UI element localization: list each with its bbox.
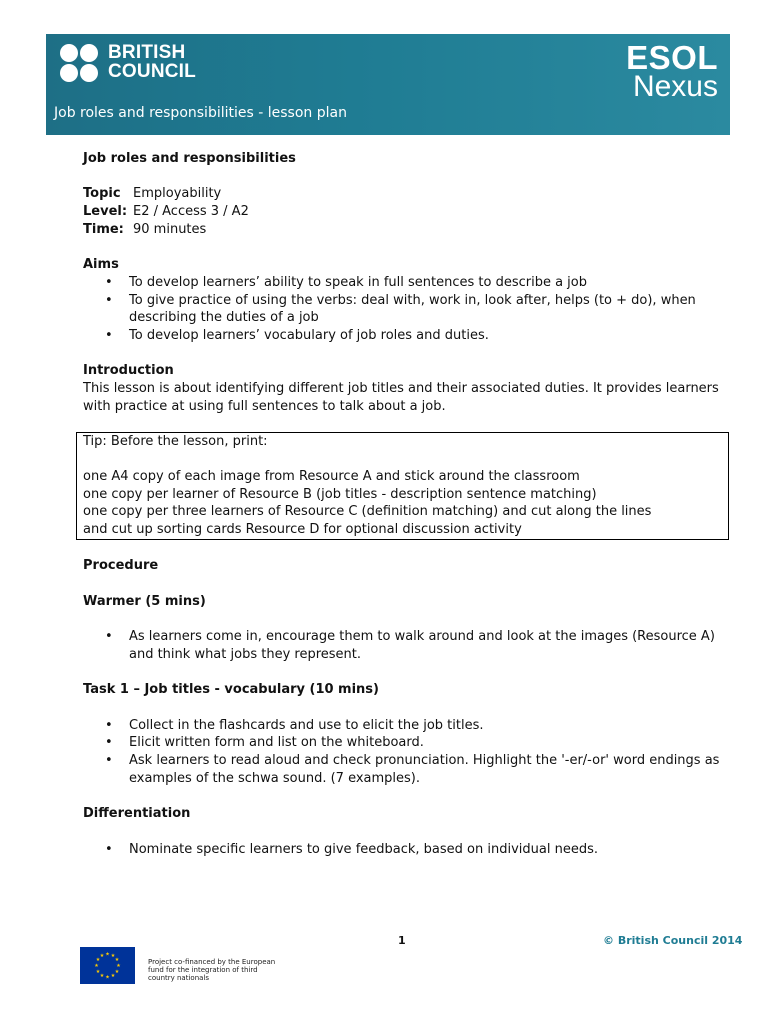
tip-box <box>76 432 729 540</box>
banner-title: Job roles and responsibilities - lesson plan <box>54 105 347 121</box>
logo-dots-icon <box>58 42 100 82</box>
copyright: © British Council 2014 <box>603 934 743 947</box>
list-item: • To develop learners’ ability to speak in full sentences to describe a job <box>83 274 733 292</box>
task1-list <box>83 717 733 788</box>
logo-line2: COUNCIL <box>108 61 196 82</box>
list-item: • Ask learners to read aloud and check pronunciation. Highlight the '-er/-or' word endings as examples of the schwa sound. (7 examples). <box>83 752 733 787</box>
svg-text:★: ★ <box>105 951 110 958</box>
brand-line2: Nexus <box>632 70 718 103</box>
differentiation-heading: Differentiation <box>83 806 191 822</box>
aims-list <box>83 274 733 345</box>
svg-text:★: ★ <box>110 973 116 979</box>
svg-text:★: ★ <box>110 953 116 959</box>
british-council-logo <box>58 42 196 82</box>
list-item: • To give practice of using the verbs: deal with, work in, look after, helps (to + do), when describing the duties of a job <box>83 292 733 327</box>
document-body <box>83 150 733 858</box>
list-item: • As learners come in, encourage them to walk around and look at the images (Resource A) and think what jobs they represent. <box>83 628 733 663</box>
brand-line1: ESOL <box>626 39 718 76</box>
warmer-list <box>83 628 733 663</box>
tip-line: one A4 copy of each image from Resource A and stick around the classroom <box>83 468 580 484</box>
svg-text:★: ★ <box>95 969 101 975</box>
tip-line: one copy per learner of Resource B (job titles - description sentence matching) <box>83 486 597 502</box>
esol-nexus-logo <box>626 39 718 103</box>
page-number: 1 <box>398 934 406 947</box>
list-item: • Nominate specific learners to give feedback, based on individual needs. <box>83 841 733 859</box>
logo-line1: BRITISH <box>108 42 186 63</box>
list-item: • Elicit written form and list on the whiteboard. <box>83 734 733 752</box>
svg-text:★: ★ <box>99 973 105 979</box>
svg-text:★: ★ <box>114 969 120 975</box>
list-item: • To develop learners’ vocabulary of job roles and duties. <box>83 327 733 345</box>
svg-text:★: ★ <box>114 957 120 963</box>
meta-time: Time: 90 minutes <box>83 221 207 237</box>
svg-text:★: ★ <box>99 953 105 959</box>
list-item: • Collect in the flashcards and use to elicit the job titles. <box>83 717 733 735</box>
procedure-heading: Procedure <box>83 558 159 574</box>
differentiation-list <box>83 841 733 859</box>
tip-line: and cut up sorting cards Resource D for optional discussion activity <box>83 522 522 537</box>
task1-heading: Task 1 – Job titles - vocabulary (10 mins) <box>83 682 379 698</box>
svg-text:★: ★ <box>94 963 99 969</box>
meta-level: Level: E2 / Access 3 / A2 <box>83 204 249 220</box>
intro-heading: Introduction <box>83 363 174 379</box>
eu-funding-note: Project co-financed by the European fund for the integration of third country nationals <box>148 958 276 982</box>
eu-flag-icon <box>80 947 135 984</box>
svg-text:★: ★ <box>95 957 101 963</box>
intro-text: This lesson is about identifying different job titles and their associated duties. It provides learners with practice at using full sentences to talk about a job. <box>83 381 719 414</box>
warmer-heading: Warmer (5 mins) <box>83 593 206 609</box>
doc-heading: Job roles and responsibilities <box>83 151 296 166</box>
meta-block <box>83 185 733 238</box>
tip-line: one copy per three learners of Resource C (definition matching) and cut along the lines <box>83 504 652 520</box>
svg-text:★: ★ <box>116 963 121 969</box>
aims-heading: Aims <box>83 257 119 273</box>
meta-topic: Topic Employability <box>83 186 222 202</box>
svg-text:★: ★ <box>105 974 110 981</box>
header-banner <box>46 34 730 135</box>
tip-title: Tip: Before the lesson, print: <box>83 433 268 449</box>
